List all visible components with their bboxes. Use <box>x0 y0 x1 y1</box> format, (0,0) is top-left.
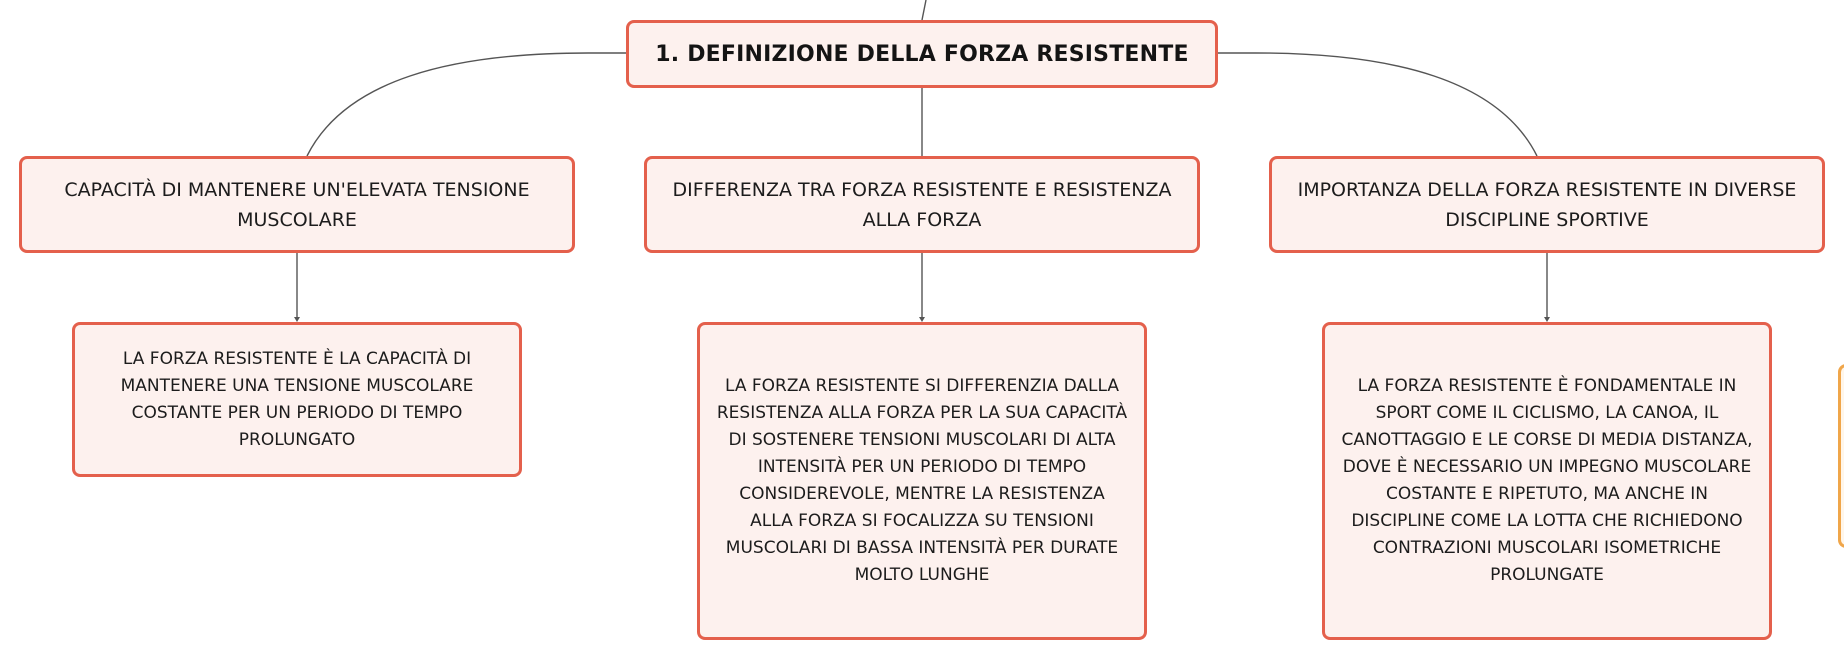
detail-node-text: LA FORZA RESISTENTE È LA CAPACITÀ DI MANTENERE UNA TENSIONE MUSCOLARE COSTANTE PER UN PERIODO DI TEMPO PROLUNGATO <box>120 348 474 450</box>
connector-root-to-topic-3 <box>1218 53 1537 156</box>
offscreen-node-edge[interactable] <box>1838 364 1844 548</box>
detail-node-tension-capacity[interactable] <box>72 322 522 477</box>
root-node-label: 1. DEFINIZIONE DELLA FORZA RESISTENTE <box>655 41 1189 67</box>
detail-node-text: LA FORZA RESISTENTE SI DIFFERENZIA DALLA RESISTENZA ALLA FORZA PER LA SUA CAPACITÀ DI SOSTENERE TENSIONI MUSCOLARI DI ALTA INTENSITÀ PER UN PERIODO DI TEMPO CONSIDEREVOLE, MENTRE LA RESISTENZA ALLA FORZA SI FOCALIZZA SU TENSIONI MUSCOLARI DI BASSA INTENSITÀ PER DURATE MOLTO LUNGHE <box>716 376 1128 585</box>
detail-node-text: LA FORZA RESISTENTE È FONDAMENTALE IN SPORT COME IL CICLISMO, LA CANOA, IL CANOTTAGGIO E LE CORSE DI MEDIA DISTANZA, DOVE È NECESSARIO UN IMPEGNO MUSCOLARE COSTANTE E RIPETUTO, MA ANCHE IN DISCIPLINE COME LA LOTTA CHE RICHIEDONO CONTRAZIONI MUSCOLARI ISOMETRICHE PROLUNGATE <box>1341 376 1753 585</box>
root-node[interactable] <box>626 20 1218 88</box>
topic-node-label: IMPORTANZA DELLA FORZA RESISTENTE IN DIVERSE DISCIPLINE SPORTIVE <box>1297 178 1797 231</box>
topic-node-label: CAPACITÀ DI MANTENERE UN'ELEVATA TENSIONE MUSCOLARE <box>64 178 530 231</box>
connector-parent-to-root <box>922 0 926 20</box>
topic-node-tension-capacity[interactable] <box>19 156 575 253</box>
topic-node-label: DIFFERENZA TRA FORZA RESISTENTE E RESISTENZA ALLA FORZA <box>672 178 1172 231</box>
topic-node-difference[interactable] <box>644 156 1200 253</box>
detail-node-sport-importance[interactable] <box>1322 322 1772 640</box>
connector-root-to-topic-1 <box>307 53 626 156</box>
topic-node-sport-importance[interactable] <box>1269 156 1825 253</box>
detail-node-difference[interactable] <box>697 322 1147 640</box>
